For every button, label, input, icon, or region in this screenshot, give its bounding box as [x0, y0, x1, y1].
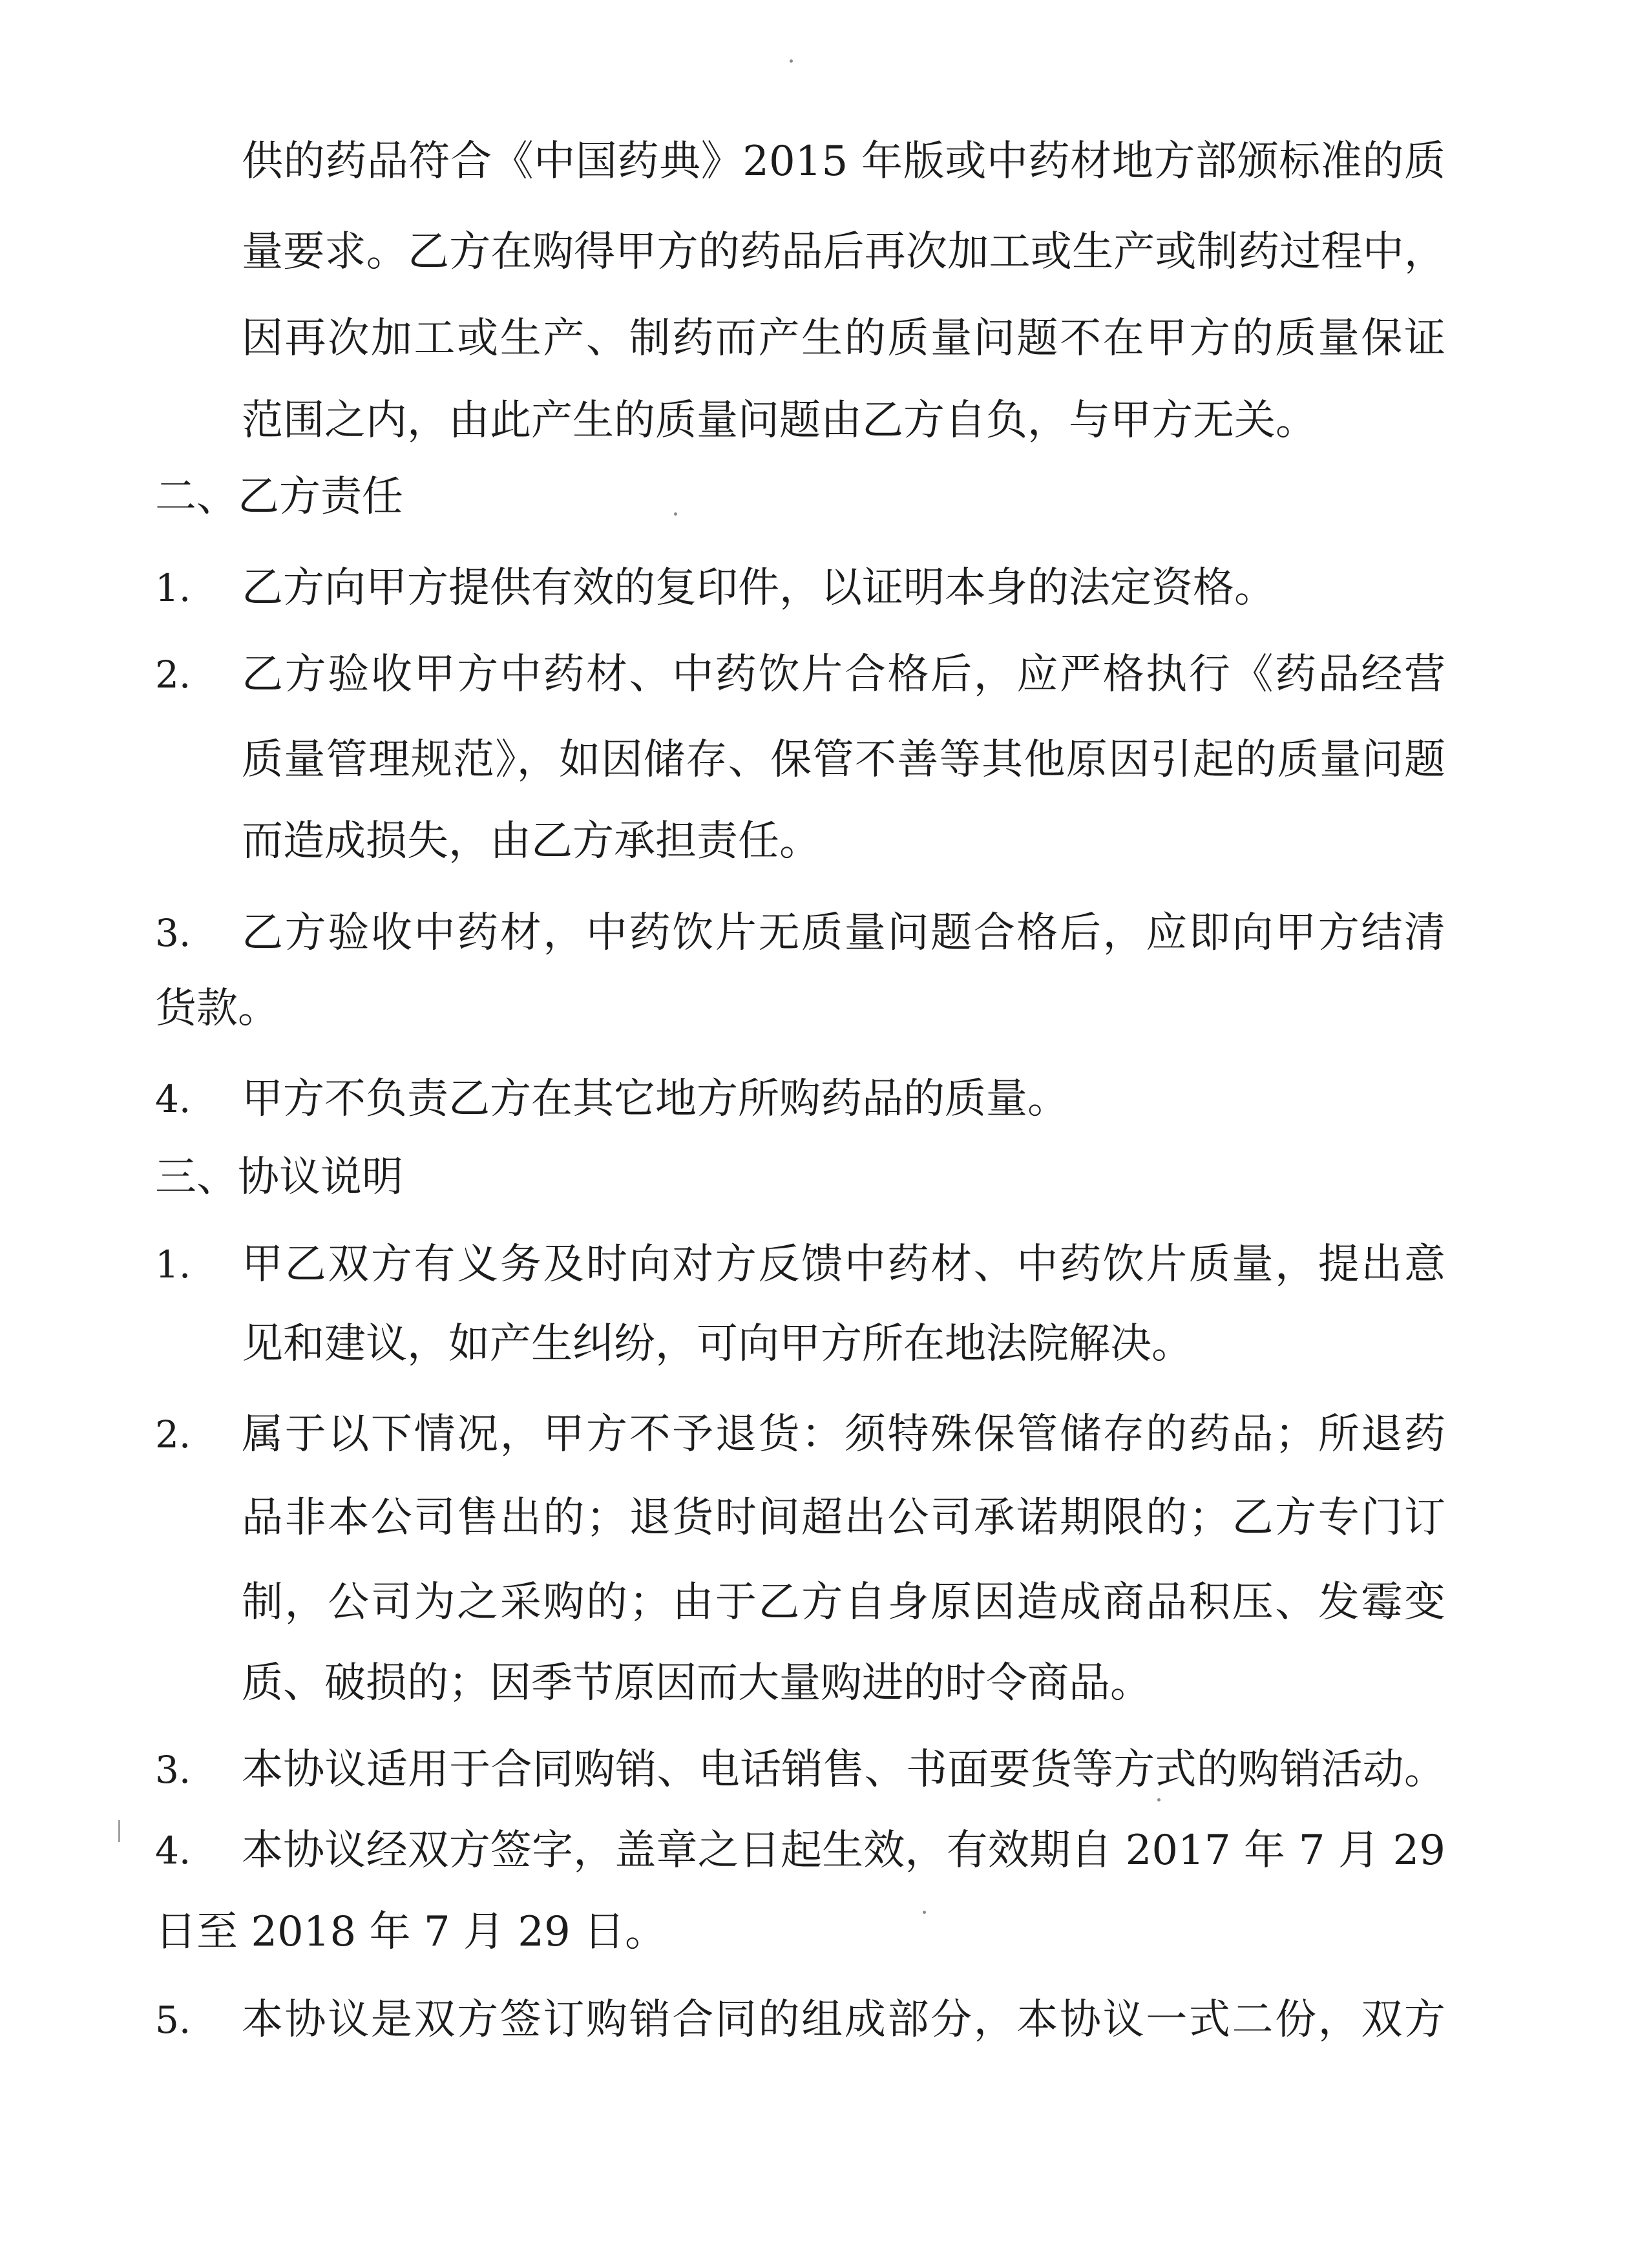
list-number: 2.	[155, 653, 191, 697]
list-item-text: 乙方验收中药材，中药饮片无质量问题合格后，应即向甲方结清	[242, 909, 1445, 957]
scan-speck	[1157, 1798, 1161, 1801]
list-item-text: 乙方向甲方提供有效的复印件，以证明本身的法定资格。	[242, 564, 1276, 612]
list-item-text: 本协议经双方签字，盖章之日起生效，有效期自 2017 年 7 月 29	[242, 1827, 1445, 1874]
list-item-text: 制，公司为之采购的；由于乙方自身原因造成商品积压、发霉变	[242, 1579, 1445, 1626]
body-line: 供的药品符合《中国药典》2015 年版或中药材地方部颁标准的质	[242, 138, 1445, 185]
list-item-text: 甲方不负责乙方在其它地方所购药品的质量。	[242, 1075, 1069, 1123]
list-number: 1.	[155, 566, 191, 610]
scan-speck	[790, 59, 793, 63]
list-item-text: 本协议是双方签订购销合同的组成部分，本协议一式二份，双方	[242, 1996, 1445, 2044]
list-number: 4.	[155, 1077, 191, 1121]
list-item-text: 甲乙双方有义务及时向对方反馈中药材、中药饮片质量，提出意	[242, 1241, 1445, 1288]
list-item-text: 日至 2018 年 7 月 29 日。	[155, 1908, 667, 1956]
list-item-text: 而造成损失，由乙方承担责任。	[242, 817, 821, 865]
list-item-text: 品非本公司售出的；退货时间超出公司承诺期限的；乙方专门订	[242, 1494, 1445, 1542]
list-item-text: 质量管理规范》，如因储存、保管不善等其他原因引起的质量问题	[242, 736, 1445, 784]
list-item-text: 货款。	[155, 985, 279, 1033]
scan-speck	[923, 1911, 926, 1914]
list-number: 3.	[155, 1748, 191, 1792]
list-item-text: 质、破损的；因季节原因而大量购进的时令商品。	[242, 1659, 1151, 1707]
list-number: 5.	[155, 1998, 191, 2042]
list-number: 3.	[155, 911, 191, 955]
list-item-text: 本协议适用于合同购销、电话销售、书面要货等方式的购销活动。	[242, 1746, 1445, 1794]
scan-mark	[118, 1820, 120, 1842]
section-heading: 三、协议说明	[155, 1153, 403, 1201]
section-heading: 二、乙方责任	[155, 473, 403, 521]
list-item-text: 属于以下情况，甲方不予退货：须特殊保管储存的药品；所退药	[242, 1411, 1445, 1458]
body-line: 量要求。乙方在购得甲方的药品后再次加工或生产或制药过程中，	[242, 228, 1445, 276]
list-number: 1.	[155, 1243, 191, 1286]
body-line: 因再次加工或生产、制药而产生的质量问题不在甲方的质量保证	[242, 315, 1445, 362]
body-line: 范围之内，由此产生的质量问题由乙方自负，与甲方无关。	[242, 397, 1317, 445]
list-number: 4.	[155, 1829, 191, 1873]
scan-speck	[674, 512, 677, 516]
list-number: 2.	[155, 1412, 191, 1456]
list-item-text: 乙方验收甲方中药材、中药饮片合格后，应严格执行《药品经营	[242, 651, 1445, 698]
list-item-text: 见和建议，如产生纠纷，可向甲方所在地法院解决。	[242, 1320, 1193, 1368]
